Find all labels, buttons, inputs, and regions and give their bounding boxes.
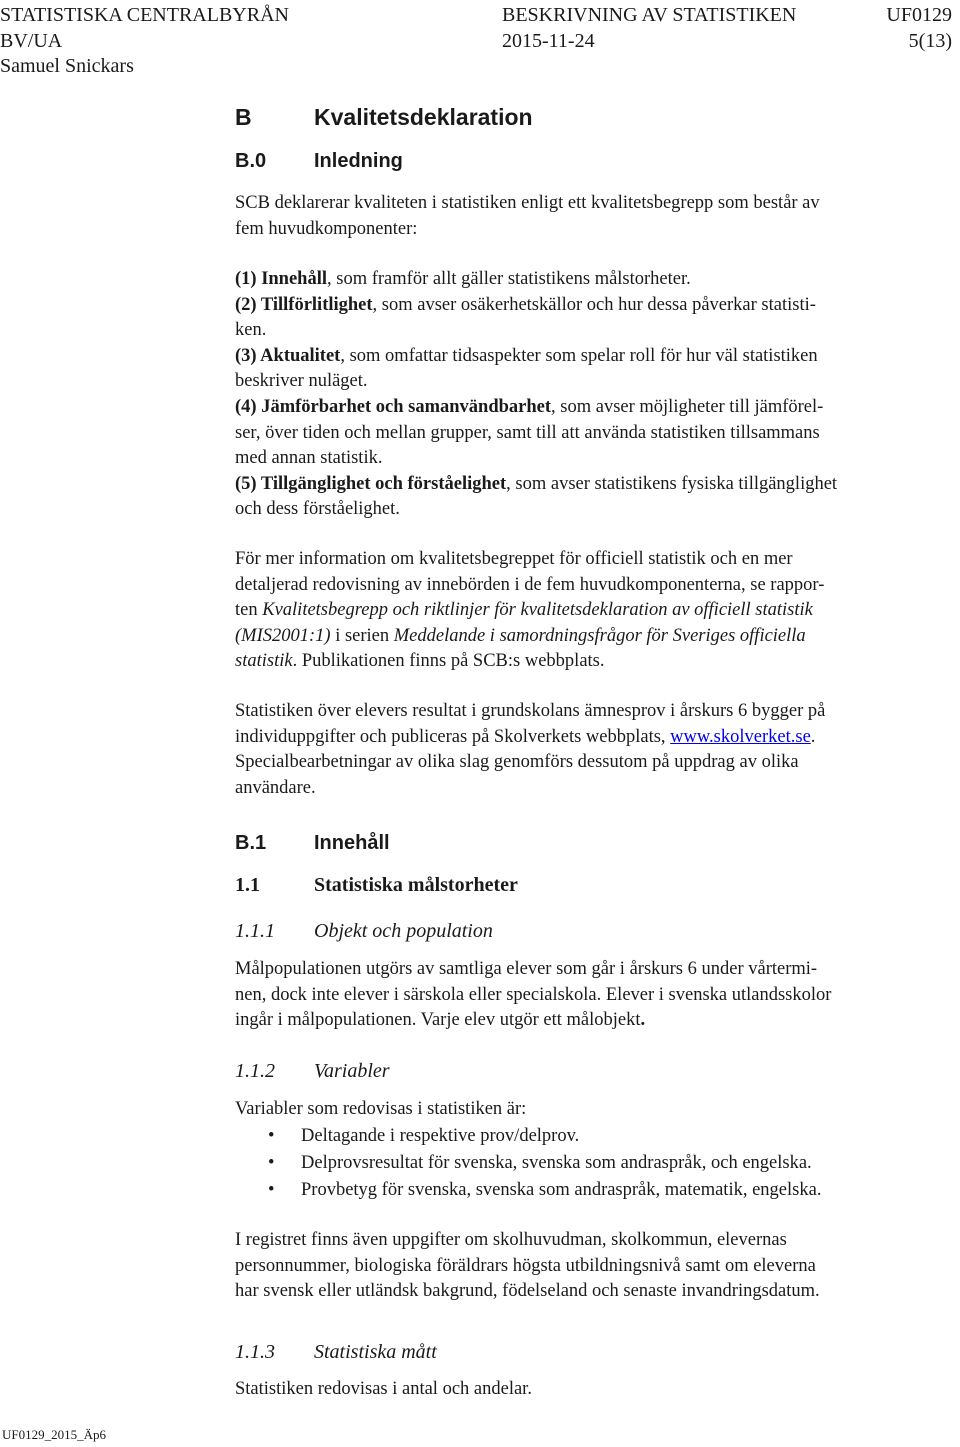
component-4-cont: ser, över tiden och mellan grupper, samt till att använda statistiken tillsammans [235, 422, 820, 443]
intro-line: fem huvudkomponenter: [235, 218, 418, 239]
bullet-icon: • [268, 1126, 275, 1146]
footer-doc-ref: UF0129_2015_Äp6 [2, 1427, 107, 1442]
section-1-1-1-title: Objekt och population [314, 920, 493, 942]
measures-paragraph: Statistiken redovisas i antal och andelar. [235, 1379, 532, 1399]
section-1-1-title: Statistiska målstorheter [314, 874, 518, 896]
bullet-icon: • [268, 1153, 275, 1173]
register-paragraph: I registret finns även uppgifter om skolhuvudman, skolkommun, elevernas personnummer, biologiska föräldrars högsta utbildningsnivå samt om eleverna har svensk eller utländsk bakgrund, födelseland och senaste invandringsdatum. [235, 1230, 820, 1302]
component-2: (2) Tillförlitlighet, som avser osäkerhetskällor och hur dessa påverkar statisti- [235, 294, 816, 315]
section-b0-title: Inledning [314, 150, 403, 172]
section-b0-number: B.0 [235, 150, 267, 172]
section-1-1-2-number: 1.1.2 [235, 1060, 275, 1082]
header-page-number: 5(13) [908, 30, 952, 52]
more-info-paragraph: För mer information om kvalitetsbegreppet för officiell statistik och en mer detaljerad redovisning av innebörden i de fem huvudkomponenterna, se rappor- ten Kvalitetsbegrepp och riktlinjer för kvalitetsdeklaration av officiell statistik (MIS2001:1) i serien Meddelande i samordningsfrågor för Sveriges officiella statistik. Publikationen finns på SCB:s webbplats. [235, 549, 825, 672]
section-1-1-3-title: Statistiska mått [314, 1341, 437, 1363]
section-1-1-1-number: 1.1.1 [235, 920, 275, 942]
intro-line: SCB deklarerar kvaliteten i statistiken enligt ett kvalitetsbegrepp som består av [235, 193, 820, 213]
section-b1-title: Innehåll [314, 832, 390, 854]
section-b-number: B [235, 104, 252, 130]
variables-list [235, 1123, 947, 1204]
header-dept: BV/UA [0, 30, 63, 52]
list-item: • Provbetyg för svenska, svenska som andraspråk, matematik, engelska. [235, 1177, 947, 1204]
section-b-title: Kvalitetsdeklaration [314, 104, 533, 130]
component-4: (4) Jämförbarhet och samanvändbarhet, som avser möjligheter till jämförel- [235, 396, 824, 417]
section-1-1-2-title: Variabler [314, 1060, 390, 1082]
component-5: (5) Tillgänglighet och förståelighet, som avser statistikens fysiska tillgänglighet [235, 473, 838, 494]
header-date: 2015-11-24 [502, 30, 595, 52]
list-item: • Delprovsresultat för svenska, svenska som andraspråk, och engelska. [235, 1150, 947, 1177]
header-doc-code: UF0129 [886, 4, 952, 26]
section-1-1-3-number: 1.1.3 [235, 1341, 275, 1363]
section-b1-number: B.1 [235, 832, 267, 854]
header-author: Samuel Snickars [0, 55, 134, 77]
based-on-paragraph: Statistiken över elevers resultat i grundskolans ämnesprov i årskurs 6 bygger på individuppgifter och publiceras på Skolverkets webbplats, www.skolverket.se. Specialbearbetningar av olika slag genomförs dessutom på uppdrag av olika användare. [235, 701, 826, 798]
section-1-1-number: 1.1 [235, 874, 260, 896]
component-4-cont2: med annan statistik. [235, 448, 383, 469]
series-title: Meddelande i samordningsfrågor för Sveriges officiella [393, 625, 806, 646]
list-item: • Deltagande i respektive prov/delprov. [235, 1123, 947, 1150]
bullet-icon: • [268, 1180, 275, 1200]
header-doc-type: BESKRIVNING AV STATISTIKEN [502, 4, 797, 26]
header-org: STATISTISKA CENTRALBYRÅN [0, 4, 289, 26]
skolverket-link[interactable]: www.skolverket.se [670, 726, 811, 747]
intro-paragraph [235, 191, 947, 242]
population-paragraph: Målpopulationen utgörs av samtliga elever som går i årskurs 6 under vårtermi- nen, dock inte elever i särskola eller specialskola. Elever i svenska utlandsskolor ingår i målpopulationen. Varje elev utgör ett målobjekt. [235, 959, 832, 1031]
component-1: (1) Innehåll, som framför allt gäller statistikens målstorheter. [235, 269, 691, 289]
component-5-cont: och dess förståelighet. [235, 499, 400, 520]
quality-components [235, 267, 947, 523]
report-title: Kvalitetsbegrepp och riktlinjer för kvalitetsdeklaration av officiell statistik [262, 600, 813, 621]
component-3-cont: beskriver nuläget. [235, 371, 368, 392]
component-2-cont: ken. [235, 320, 267, 341]
variables-intro: Variabler som redovisas i statistiken är: [235, 1099, 527, 1119]
component-3: (3) Aktualitet, som omfattar tidsaspekter som spelar roll för hur väl statistiken [235, 345, 818, 366]
